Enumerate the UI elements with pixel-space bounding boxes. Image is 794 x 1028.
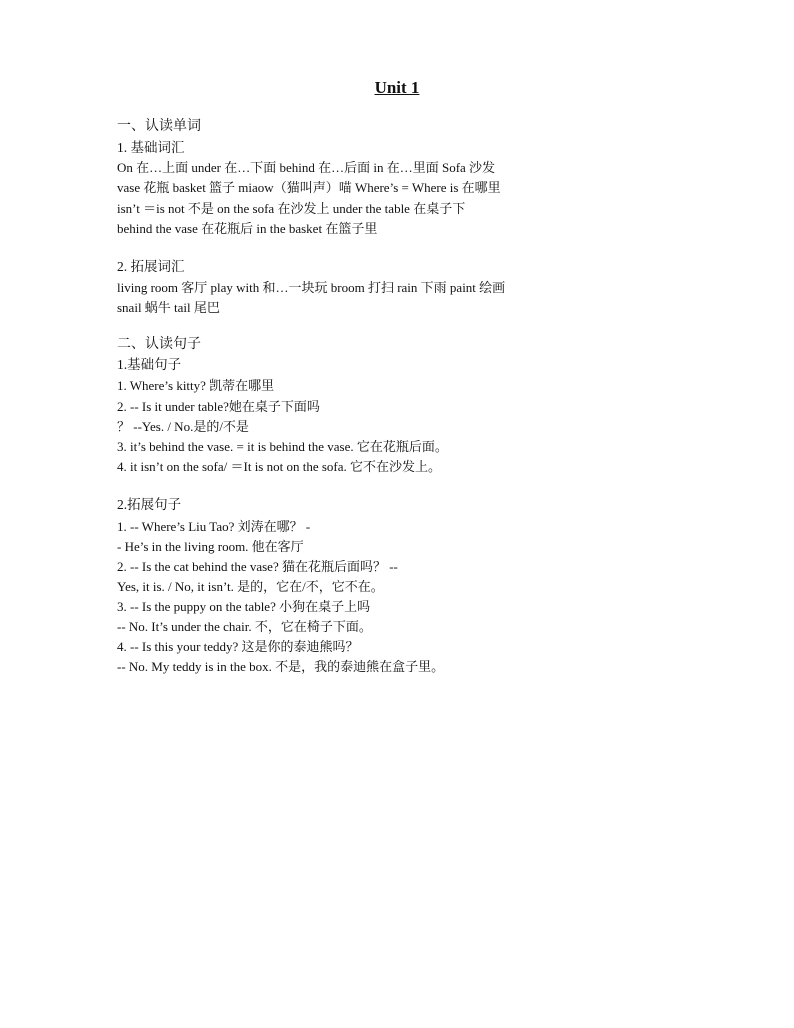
- extended-sentence-line: 4. -- Is this your teddy? 这是你的泰迪熊吗？: [117, 639, 359, 654]
- extended-vocab-line: living room 客厅 play with 和…一块玩 broom 打扫 rain 下雨 paint 绘画: [117, 280, 506, 295]
- basic-sentence-line: 2. -- Is it under table?她在桌子下面吗: [117, 399, 320, 414]
- basic-sentence-line: ？ --Yes. / No.是的/不是: [117, 419, 249, 434]
- extended-sentence-line: Yes, it is. / No, it isn’t. 是的，它在/不，它不在。: [117, 579, 384, 594]
- basic-sentences-heading: 1.基础句子: [117, 357, 182, 372]
- basic-sentence-line: 1. Where’s kitty? 凯蒂在哪里: [117, 378, 275, 393]
- section2-heading: 二、认读句子: [117, 337, 201, 352]
- basic-sentence-line: 4. it isn’t on the sofa/ ＝It is not on the sofa. 它不在沙发上。: [117, 459, 442, 474]
- document-title: Unit 1: [374, 78, 420, 97]
- extended-sentence-line: 2. -- Is the cat behind the vase? 猫在花瓶后面吗？ --: [117, 559, 398, 574]
- extended-sentences-heading: 2.拓展句子: [117, 497, 182, 512]
- basic-vocab-line: vase 花瓶 basket 篮子 miaow（猫叫声）喵 Where’s = Where is 在哪里: [117, 180, 501, 195]
- extended-sentence-line: -- No. It’s under the chair. 不，它在椅子下面。: [117, 619, 372, 634]
- section1-heading: 一、认读单词: [117, 119, 201, 134]
- extended-vocab-heading: 2. 拓展词汇: [117, 259, 185, 274]
- extended-sentence-line: - He’s in the living room. 他在客厅: [117, 539, 304, 554]
- extended-sentence-line: 1. -- Where’s Liu Tao? 刘涛在哪？ -: [117, 519, 311, 534]
- basic-vocab-heading: 1. 基础词汇: [117, 140, 185, 155]
- basic-vocab-line: behind the vase 在花瓶后 in the basket 在篮子里: [117, 221, 378, 236]
- basic-vocab-line: On 在…上面 under 在…下面 behind 在…后面 in 在…里面 Sofa 沙发: [117, 160, 496, 175]
- extended-sentence-line: 3. -- Is the puppy on the table? 小狗在桌子上吗: [117, 599, 371, 614]
- basic-vocab-line: isn’t ＝is not 不是 on the sofa 在沙发上 under the table 在桌子下: [117, 201, 466, 216]
- basic-sentence-line: 3. it’s behind the vase. = it is behind the vase. 它在花瓶后面。: [117, 439, 448, 454]
- extended-sentence-line: -- No. My teddy is in the box. 不是，我的泰迪熊在盒子里。: [117, 659, 445, 674]
- extended-vocab-line: snail 蜗牛 tail 尾巴: [117, 300, 220, 315]
